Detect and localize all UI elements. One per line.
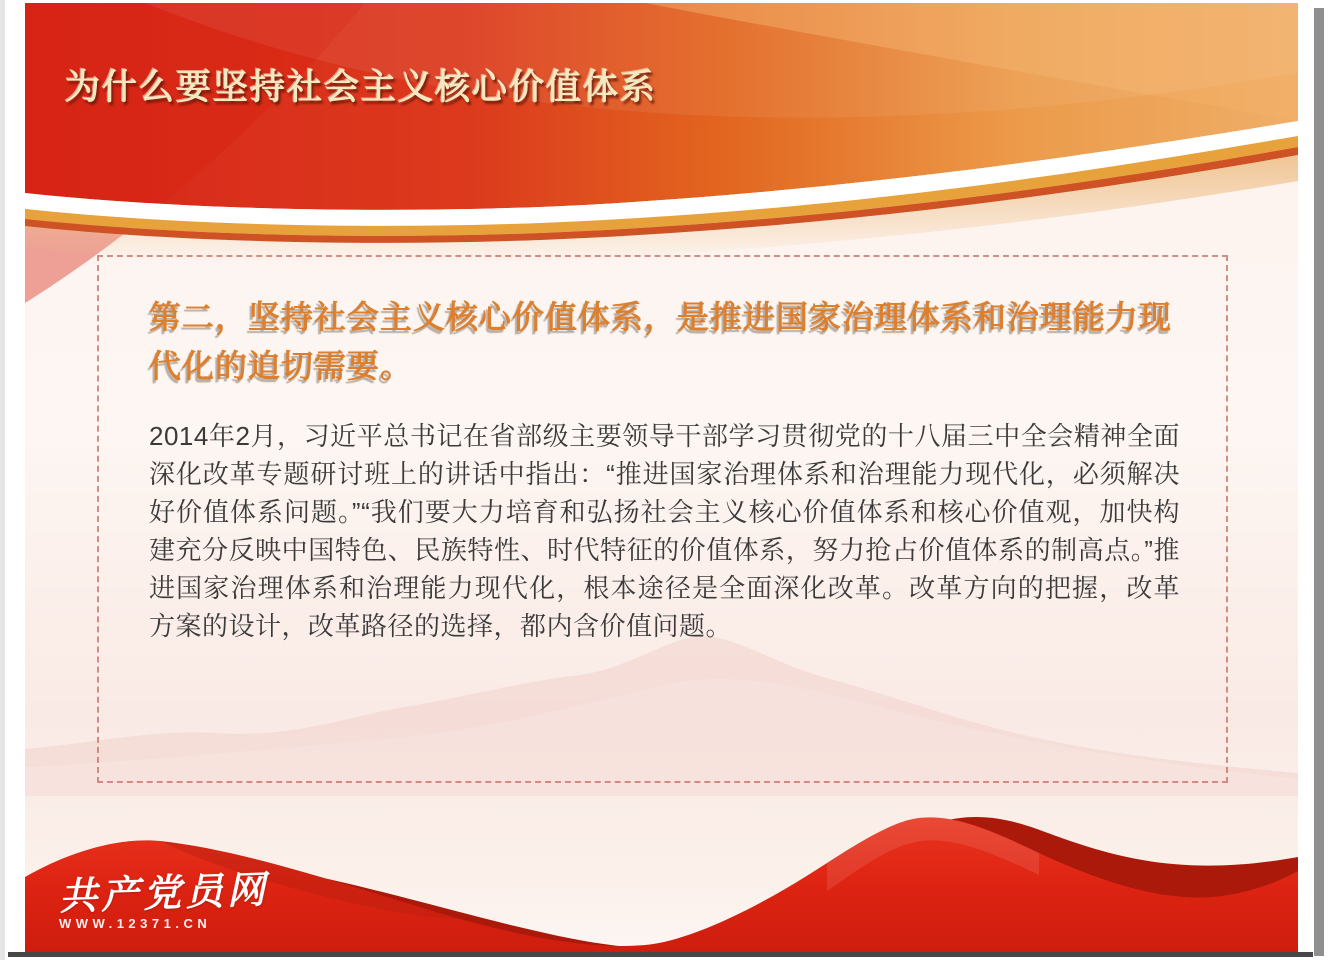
window-left-edge — [0, 0, 5, 960]
body-paragraph: 2014年2月，习近平总书记在省部级主要领导干部学习贯彻党的十八届三中全会精神全面深化改革专题研讨班上的讲话中指出：“推进国家治理体系和治理能力现代化，必须解决好价值体系问题。”“我们要大力培育和弘扬社会主义核心价值体系和核心价值观，加快构建充分反映中国特色、民族特性、时代特征的价值体系，努力抢占价值体系的制高点。”推进国家治理体系和治理能力现代化，根本途径是全面深化改革。改革方向的把握，改革方案的设计，改革路径的选择，都内含价值问题。 — [149, 421, 1180, 641]
logo-url: WWW.12371.CN — [59, 916, 212, 931]
footer-logo — [58, 866, 270, 931]
content-box — [97, 255, 1228, 783]
slide-title: 为什么要坚持社会主义核心价值体系 — [65, 68, 658, 107]
logo-calligraphy-text: 共产党员网 — [58, 866, 270, 919]
page-bottom-shadow — [8, 952, 1313, 957]
slide-page — [25, 3, 1298, 953]
scrollbar[interactable] — [1314, 8, 1324, 956]
section-heading: 第二，坚持社会主义核心价值体系，是推进国家治理体系和治理能力现代化的迫切需要。 — [149, 299, 1173, 384]
